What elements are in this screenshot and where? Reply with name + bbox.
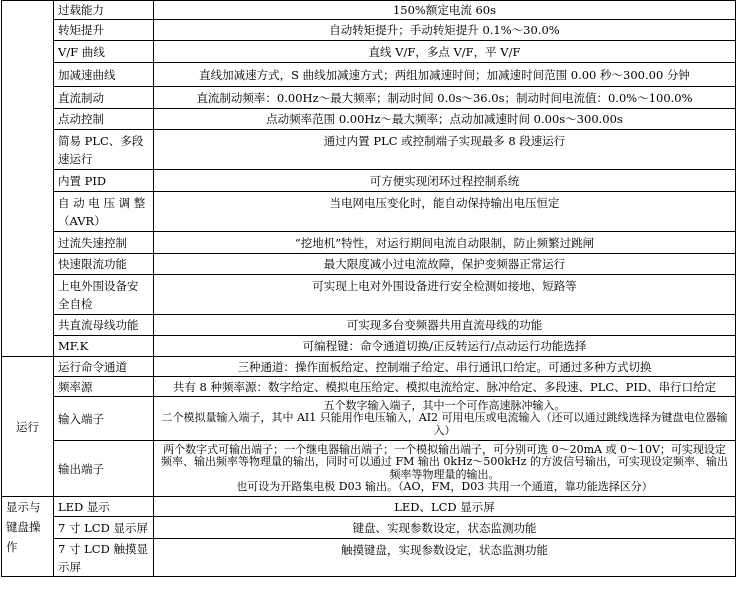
row-name: 直流制动 (54, 87, 154, 109)
table-row (2, 315, 736, 336)
row-name: 共直流母线功能 (54, 315, 154, 336)
row-name: 7 寸 LCD 触摸显示屏 (54, 539, 154, 577)
table-row (2, 170, 736, 192)
table-row (2, 130, 736, 170)
row-desc: 可实现多台变频器共用直流母线的功能 (154, 315, 736, 336)
category-display: 显示与键盘操作 (2, 497, 54, 577)
desc-line: 二个模拟量输入端子，其中 AI1 只能用作电压输入，AI2 可用电压或电流输入（还可以通过跳线选择为键盘电位器输入） (161, 411, 728, 437)
row-desc: 最大限度减小过电流故障，保护变频器正常运行 (154, 254, 736, 275)
row-name: 输出端子 (54, 441, 154, 497)
row-desc: 点动频率范围 0.00Hz～最大频率；点动加减速时间 0.00s～300.00s (154, 109, 736, 130)
row-desc: 可方便实现闭环过程控制系统 (154, 170, 736, 192)
row-name: 简易 PLC、多段速运行 (54, 130, 154, 170)
row-name: 快速限流功能 (54, 254, 154, 275)
spec-table (1, 0, 736, 577)
row-desc: 共有 8 种频率源：数字给定、模拟电压给定、模拟电流给定、脉冲给定、多段速、PLC、PID、串行口给定 (154, 377, 736, 397)
table-row (2, 441, 736, 497)
row-desc: 自动转矩提升；手动转矩提升 0.1%～30.0% (154, 20, 736, 41)
table-row (2, 63, 736, 87)
row-name: 上电外围设备安全自检 (54, 275, 154, 315)
row-name: 7 寸 LCD 显示屏 (54, 517, 154, 539)
row-name: LED 显示 (54, 497, 154, 517)
table-row (2, 1, 736, 20)
row-name: MF.K (54, 336, 154, 357)
table-row (2, 232, 736, 254)
row-desc: 直线加减速方式，S 曲线加减速方式；两组加减速时间；加减速时间范围 0.00 秒～300.00 分钟 (154, 63, 736, 87)
table-row (2, 87, 736, 109)
table-row (2, 109, 736, 130)
row-desc: 可实现上电对外围设备进行安全检测如接地、短路等 (154, 275, 736, 315)
row-name: 过流失速控制 (54, 232, 154, 254)
table-row (2, 254, 736, 275)
row-desc: 通过内置 PLC 或控制端子实现最多 8 段速运行 (154, 130, 736, 170)
row-desc: 当电网电压变化时，能自动保持输出电压恒定 (154, 192, 736, 232)
table-row (2, 20, 736, 41)
table-row (2, 377, 736, 397)
row-desc: 直流制动频率：0.00Hz～最大频率；制动时间 0.0s～36.0s；制动时间电流值：0.0%～100.0% (154, 87, 736, 109)
row-desc (154, 397, 736, 441)
row-name: 频率源 (54, 377, 154, 397)
table-row (2, 497, 736, 517)
table-row (2, 275, 736, 315)
table-row (2, 357, 736, 377)
row-name: 运行命令通道 (54, 357, 154, 377)
category-run: 运行 (2, 357, 54, 497)
table-row (2, 336, 736, 357)
desc-line: 两个数字式可输出端子；一个继电器输出端子；一个模拟输出端子，可分别可选 0～20mA 或 0～10V；可实现设定频率、输出频率等物理量的输出，同时可以通过 FM 输出 0kHz～500kHz 的方波信号输出，可实现设定频率、输出频率等物理量的输出。 (161, 442, 728, 481)
table-row (2, 397, 736, 441)
desc-line: 五个数字输入端子，其中一个可作高速脉冲输入。 (323, 398, 566, 412)
row-desc: 三种通道：操作面板给定、控制端子给定、串行通讯口给定。可通过多种方式切换 (154, 357, 736, 377)
table-row (2, 192, 736, 232)
row-desc: “挖地机”特性，对运行期间电流自动限制，防止频繁过跳闸 (154, 232, 736, 254)
row-name: V/F 曲线 (54, 41, 154, 63)
row-desc: 触摸键盘，实现参数设定，状态监测功能 (154, 539, 736, 577)
desc-line: 也可设为开路集电极 D03 输出。（AO，FM，D03 共用一个通道，靠功能选择区分） (236, 480, 653, 493)
table-row (2, 517, 736, 539)
table-row (2, 41, 736, 63)
row-name: 自 动 电 压 调 整（AVR） (54, 192, 154, 232)
table-row (2, 539, 736, 577)
row-desc: 150%额定电流 60s (154, 1, 736, 20)
row-name: 加减速曲线 (54, 63, 154, 87)
row-desc: 键盘、实现参数设定，状态监测功能 (154, 517, 736, 539)
row-desc: 可编程键：命令通道切换/正反转运行/点动运行功能选择 (154, 336, 736, 357)
row-name: 点动控制 (54, 109, 154, 130)
row-name: 转矩提升 (54, 20, 154, 41)
category-blank (2, 1, 54, 357)
row-desc (154, 441, 736, 497)
row-desc: LED、LCD 显示屏 (154, 497, 736, 517)
row-name: 过载能力 (54, 1, 154, 20)
row-name: 内置 PID (54, 170, 154, 192)
row-name: 输入端子 (54, 397, 154, 441)
row-desc: 直线 V/F，多点 V/F，平 V/F (154, 41, 736, 63)
